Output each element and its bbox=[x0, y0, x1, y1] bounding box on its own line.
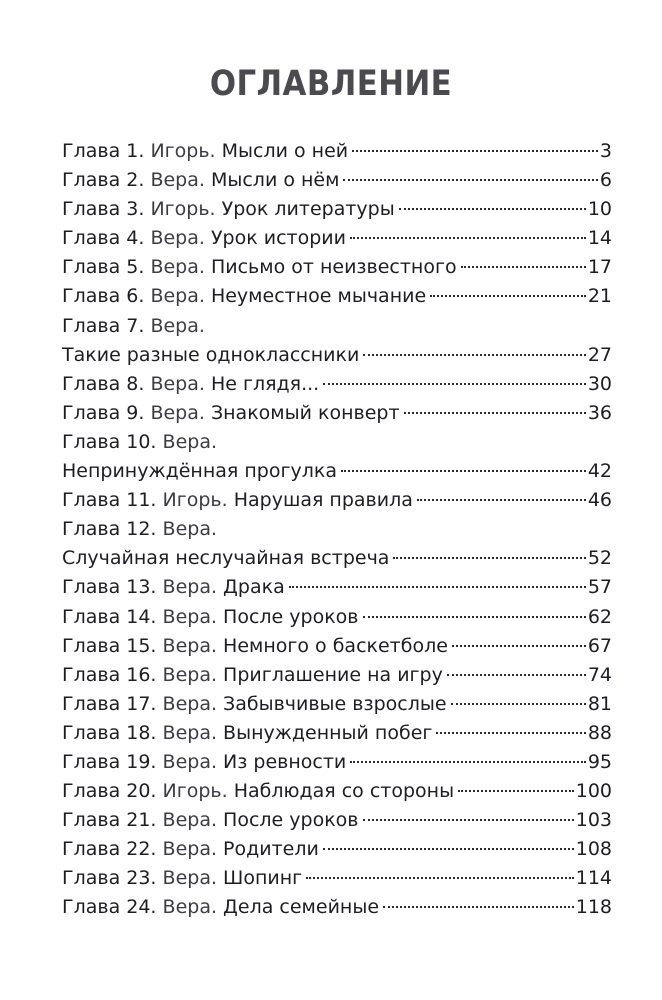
page-number: 21 bbox=[587, 285, 612, 308]
toc-entry[interactable] bbox=[62, 777, 612, 806]
dot-leader bbox=[458, 790, 574, 792]
page-number: 114 bbox=[575, 867, 612, 890]
dot-leader bbox=[343, 179, 597, 181]
toc-entry-text bbox=[62, 573, 285, 602]
page-number: 6 bbox=[599, 169, 612, 192]
chapter-narrator: Игорь. bbox=[162, 489, 228, 512]
chapter-title: Шопинг bbox=[223, 867, 303, 890]
chapter-number: Глава 7. bbox=[62, 314, 145, 337]
chapter-number: Глава 1. bbox=[62, 140, 145, 162]
page-number: 67 bbox=[587, 634, 612, 657]
page-number: 74 bbox=[587, 663, 612, 686]
chapter-title: Такие разные одноклассники bbox=[62, 343, 360, 366]
toc-entry-text bbox=[62, 486, 413, 515]
toc-entry[interactable] bbox=[62, 253, 612, 282]
chapter-title: Мысли о нём bbox=[210, 169, 340, 192]
dot-leader bbox=[452, 645, 586, 647]
toc-entry[interactable] bbox=[62, 864, 612, 893]
chapter-title: Письмо от неизвестного bbox=[210, 256, 457, 279]
page-number: 10 bbox=[587, 198, 612, 221]
chapter-title: Неуместное мычание bbox=[210, 285, 427, 308]
toc-entry-text bbox=[62, 370, 319, 399]
chapter-title: Драка bbox=[223, 576, 285, 599]
chapter-narrator: Вера. bbox=[150, 256, 205, 279]
page-number: 100 bbox=[575, 780, 612, 803]
toc-entry[interactable] bbox=[62, 137, 612, 166]
toc-entry-text bbox=[62, 166, 339, 195]
page-number: 27 bbox=[587, 343, 612, 366]
page-number: 57 bbox=[587, 576, 612, 599]
toc-entry-text bbox=[62, 748, 346, 777]
dot-leader bbox=[404, 412, 586, 414]
chapter-title: Урок литературы bbox=[221, 198, 395, 221]
chapter-title: Непринуждённая прогулка bbox=[62, 460, 337, 483]
dot-leader bbox=[350, 761, 586, 763]
toc-entry[interactable] bbox=[62, 573, 612, 602]
chapter-narrator: Вера. bbox=[150, 372, 205, 395]
toc-entry[interactable] bbox=[62, 690, 612, 719]
toc-entry-text bbox=[62, 603, 359, 632]
chapter-number: Глава 8. bbox=[62, 372, 145, 395]
dot-leader bbox=[393, 557, 585, 559]
page-number: 42 bbox=[587, 460, 612, 483]
chapter-narrator: Вера. bbox=[150, 227, 205, 250]
dot-leader bbox=[350, 237, 586, 239]
toc-entry[interactable] bbox=[62, 719, 612, 748]
chapter-number: Глава 15. bbox=[62, 634, 157, 657]
chapter-narrator: Игорь. bbox=[150, 140, 216, 162]
chapter-number: Глава 2. bbox=[62, 169, 145, 192]
page-number: 14 bbox=[587, 227, 612, 250]
chapter-title: Дела семейные bbox=[223, 896, 380, 919]
page-number: 103 bbox=[575, 809, 612, 832]
chapter-title: Немного о баскетболе bbox=[223, 634, 448, 657]
toc-entry[interactable] bbox=[62, 428, 612, 457]
chapter-number: Глава 11. bbox=[62, 489, 157, 512]
chapter-narrator: Вера. bbox=[162, 750, 217, 773]
dot-leader bbox=[363, 616, 586, 618]
chapter-narrator: Вера. bbox=[150, 169, 205, 192]
chapter-number: Глава 23. bbox=[62, 867, 157, 890]
chapter-number: Глава 20. bbox=[62, 780, 157, 803]
toc-entry[interactable] bbox=[62, 195, 612, 224]
chapter-narrator: Вера. bbox=[162, 605, 217, 628]
toc-entry[interactable] bbox=[62, 224, 612, 253]
chapter-number: Глава 12. bbox=[62, 518, 157, 541]
toc-entry[interactable] bbox=[62, 486, 612, 515]
toc-entry[interactable] bbox=[62, 661, 612, 690]
page-number: 118 bbox=[575, 896, 612, 919]
toc-entry[interactable] bbox=[62, 457, 612, 486]
chapter-narrator: Вера. bbox=[150, 285, 205, 308]
chapter-title: Наблюдая со стороны bbox=[233, 780, 455, 803]
page-number: 30 bbox=[587, 372, 612, 395]
toc-entry-text bbox=[62, 806, 359, 835]
chapter-number: Глава 21. bbox=[62, 809, 157, 832]
chapter-number: Глава 18. bbox=[62, 721, 157, 744]
dot-leader bbox=[436, 732, 585, 734]
chapter-number: Глава 6. bbox=[62, 285, 145, 308]
toc-entry[interactable] bbox=[62, 515, 612, 544]
toc-entry-text bbox=[62, 341, 359, 370]
chapter-number: Глава 13. bbox=[62, 576, 157, 599]
chapter-number: Глава 3. bbox=[62, 198, 145, 221]
chapter-narrator: Вера. bbox=[162, 867, 217, 890]
page-number: 36 bbox=[587, 401, 612, 424]
toc-entry-text bbox=[62, 282, 426, 311]
dot-leader bbox=[363, 354, 585, 356]
page-number: 52 bbox=[587, 547, 612, 570]
chapter-narrator: Вера. bbox=[162, 576, 217, 599]
dot-leader bbox=[447, 674, 586, 676]
page-title: ОГЛАВЛЕНИЕ bbox=[209, 64, 453, 104]
chapter-narrator: Вера. bbox=[162, 634, 217, 657]
toc-entry[interactable] bbox=[62, 893, 612, 922]
toc-entry-text bbox=[62, 864, 302, 893]
chapter-number: Глава 4. bbox=[62, 227, 145, 250]
dot-leader bbox=[323, 848, 574, 850]
page-number: 81 bbox=[587, 692, 612, 715]
dot-leader bbox=[417, 499, 586, 501]
toc-entry-text bbox=[62, 719, 432, 748]
chapter-number: Глава 14. bbox=[62, 605, 157, 628]
toc-entry-text bbox=[62, 777, 454, 806]
chapter-narrator: Игорь. bbox=[162, 780, 228, 803]
chapter-title: Знакомый конверт bbox=[210, 401, 400, 424]
toc-entry[interactable] bbox=[62, 748, 612, 777]
dot-leader bbox=[306, 877, 574, 879]
chapter-number: Глава 22. bbox=[62, 838, 157, 861]
toc-entry[interactable] bbox=[62, 632, 612, 661]
toc-entry-text bbox=[62, 428, 217, 457]
toc-entry[interactable] bbox=[62, 399, 612, 428]
toc-entry-text bbox=[62, 632, 448, 661]
chapter-narrator: Вера. bbox=[162, 838, 217, 861]
toc-entry-text bbox=[62, 457, 337, 486]
page-number: 17 bbox=[587, 256, 612, 279]
dot-leader bbox=[399, 208, 586, 210]
chapter-narrator: Вера. bbox=[150, 314, 205, 337]
toc-entry-text bbox=[62, 312, 205, 341]
chapter-narrator: Вера. bbox=[162, 430, 217, 453]
dot-leader bbox=[451, 703, 586, 705]
chapter-number: Глава 10. bbox=[62, 430, 157, 453]
chapter-narrator: Игорь. bbox=[150, 198, 216, 221]
toc-entry-text bbox=[62, 253, 457, 282]
toc-entry-text bbox=[62, 137, 348, 166]
toc-entry-text bbox=[62, 224, 346, 253]
chapter-title: Родители bbox=[223, 838, 319, 861]
toc-entry[interactable] bbox=[62, 806, 612, 835]
chapter-narrator: Вера. bbox=[162, 692, 217, 715]
toc-entry-text bbox=[62, 661, 443, 690]
chapter-number: Глава 5. bbox=[62, 256, 145, 279]
toc-entry[interactable] bbox=[62, 312, 612, 341]
dot-leader bbox=[289, 586, 586, 588]
page-number: 3 bbox=[599, 140, 612, 162]
dot-leader bbox=[461, 266, 586, 268]
chapter-title: Случайная неслучайная встреча bbox=[62, 547, 390, 570]
toc-entry-text bbox=[62, 544, 389, 573]
chapter-narrator: Вера. bbox=[162, 518, 217, 541]
toc-entry[interactable] bbox=[62, 835, 612, 864]
dot-leader bbox=[352, 150, 598, 152]
page-number: 108 bbox=[575, 838, 612, 861]
chapter-title: Не глядя... bbox=[210, 372, 320, 395]
chapter-narrator: Вера. bbox=[150, 401, 205, 424]
toc-entry[interactable] bbox=[62, 544, 612, 573]
toc-entry-text bbox=[62, 515, 217, 544]
chapter-narrator: Вера. bbox=[162, 663, 217, 686]
chapter-number: Глава 16. bbox=[62, 663, 157, 686]
chapter-title: После уроков bbox=[223, 605, 359, 628]
chapter-narrator: Вера. bbox=[162, 721, 217, 744]
dot-leader bbox=[430, 295, 586, 297]
toc-entry[interactable] bbox=[62, 370, 612, 399]
chapter-number: Глава 24. bbox=[62, 896, 157, 919]
chapter-number: Глава 17. bbox=[62, 692, 157, 715]
toc-entry[interactable] bbox=[62, 341, 612, 370]
toc-entry-text bbox=[62, 195, 395, 224]
page-number: 62 bbox=[587, 605, 612, 628]
toc-entry[interactable] bbox=[62, 166, 612, 195]
chapter-title: Мысли о ней bbox=[221, 140, 349, 162]
dot-leader bbox=[383, 906, 574, 908]
chapter-number: Глава 19. bbox=[62, 750, 157, 773]
page-number: 46 bbox=[587, 489, 612, 512]
dot-leader bbox=[323, 383, 586, 385]
dot-leader bbox=[363, 819, 574, 821]
page-number: 88 bbox=[587, 721, 612, 744]
chapter-title: Урок истории bbox=[210, 227, 346, 250]
toc-entry-text bbox=[62, 893, 379, 922]
chapter-title: Нарушая правила bbox=[233, 489, 413, 512]
chapter-title: Забывчивые взрослые bbox=[223, 692, 447, 715]
chapter-number: Глава 9. bbox=[62, 401, 145, 424]
chapter-narrator: Вера. bbox=[162, 809, 217, 832]
page-number: 95 bbox=[587, 750, 612, 773]
chapter-title: Приглашение на игру bbox=[223, 663, 443, 686]
toc-entry-text bbox=[62, 835, 319, 864]
chapter-title: После уроков bbox=[223, 809, 359, 832]
toc-entry-text bbox=[62, 690, 447, 719]
chapter-title: Из ревности bbox=[223, 750, 347, 773]
toc-entry[interactable] bbox=[62, 603, 612, 632]
table-of-contents bbox=[62, 137, 612, 923]
chapter-title: Вынужденный побег bbox=[223, 721, 433, 744]
chapter-narrator: Вера. bbox=[162, 896, 217, 919]
toc-entry-text bbox=[62, 399, 400, 428]
toc-entry[interactable] bbox=[62, 282, 612, 311]
dot-leader bbox=[341, 470, 586, 472]
